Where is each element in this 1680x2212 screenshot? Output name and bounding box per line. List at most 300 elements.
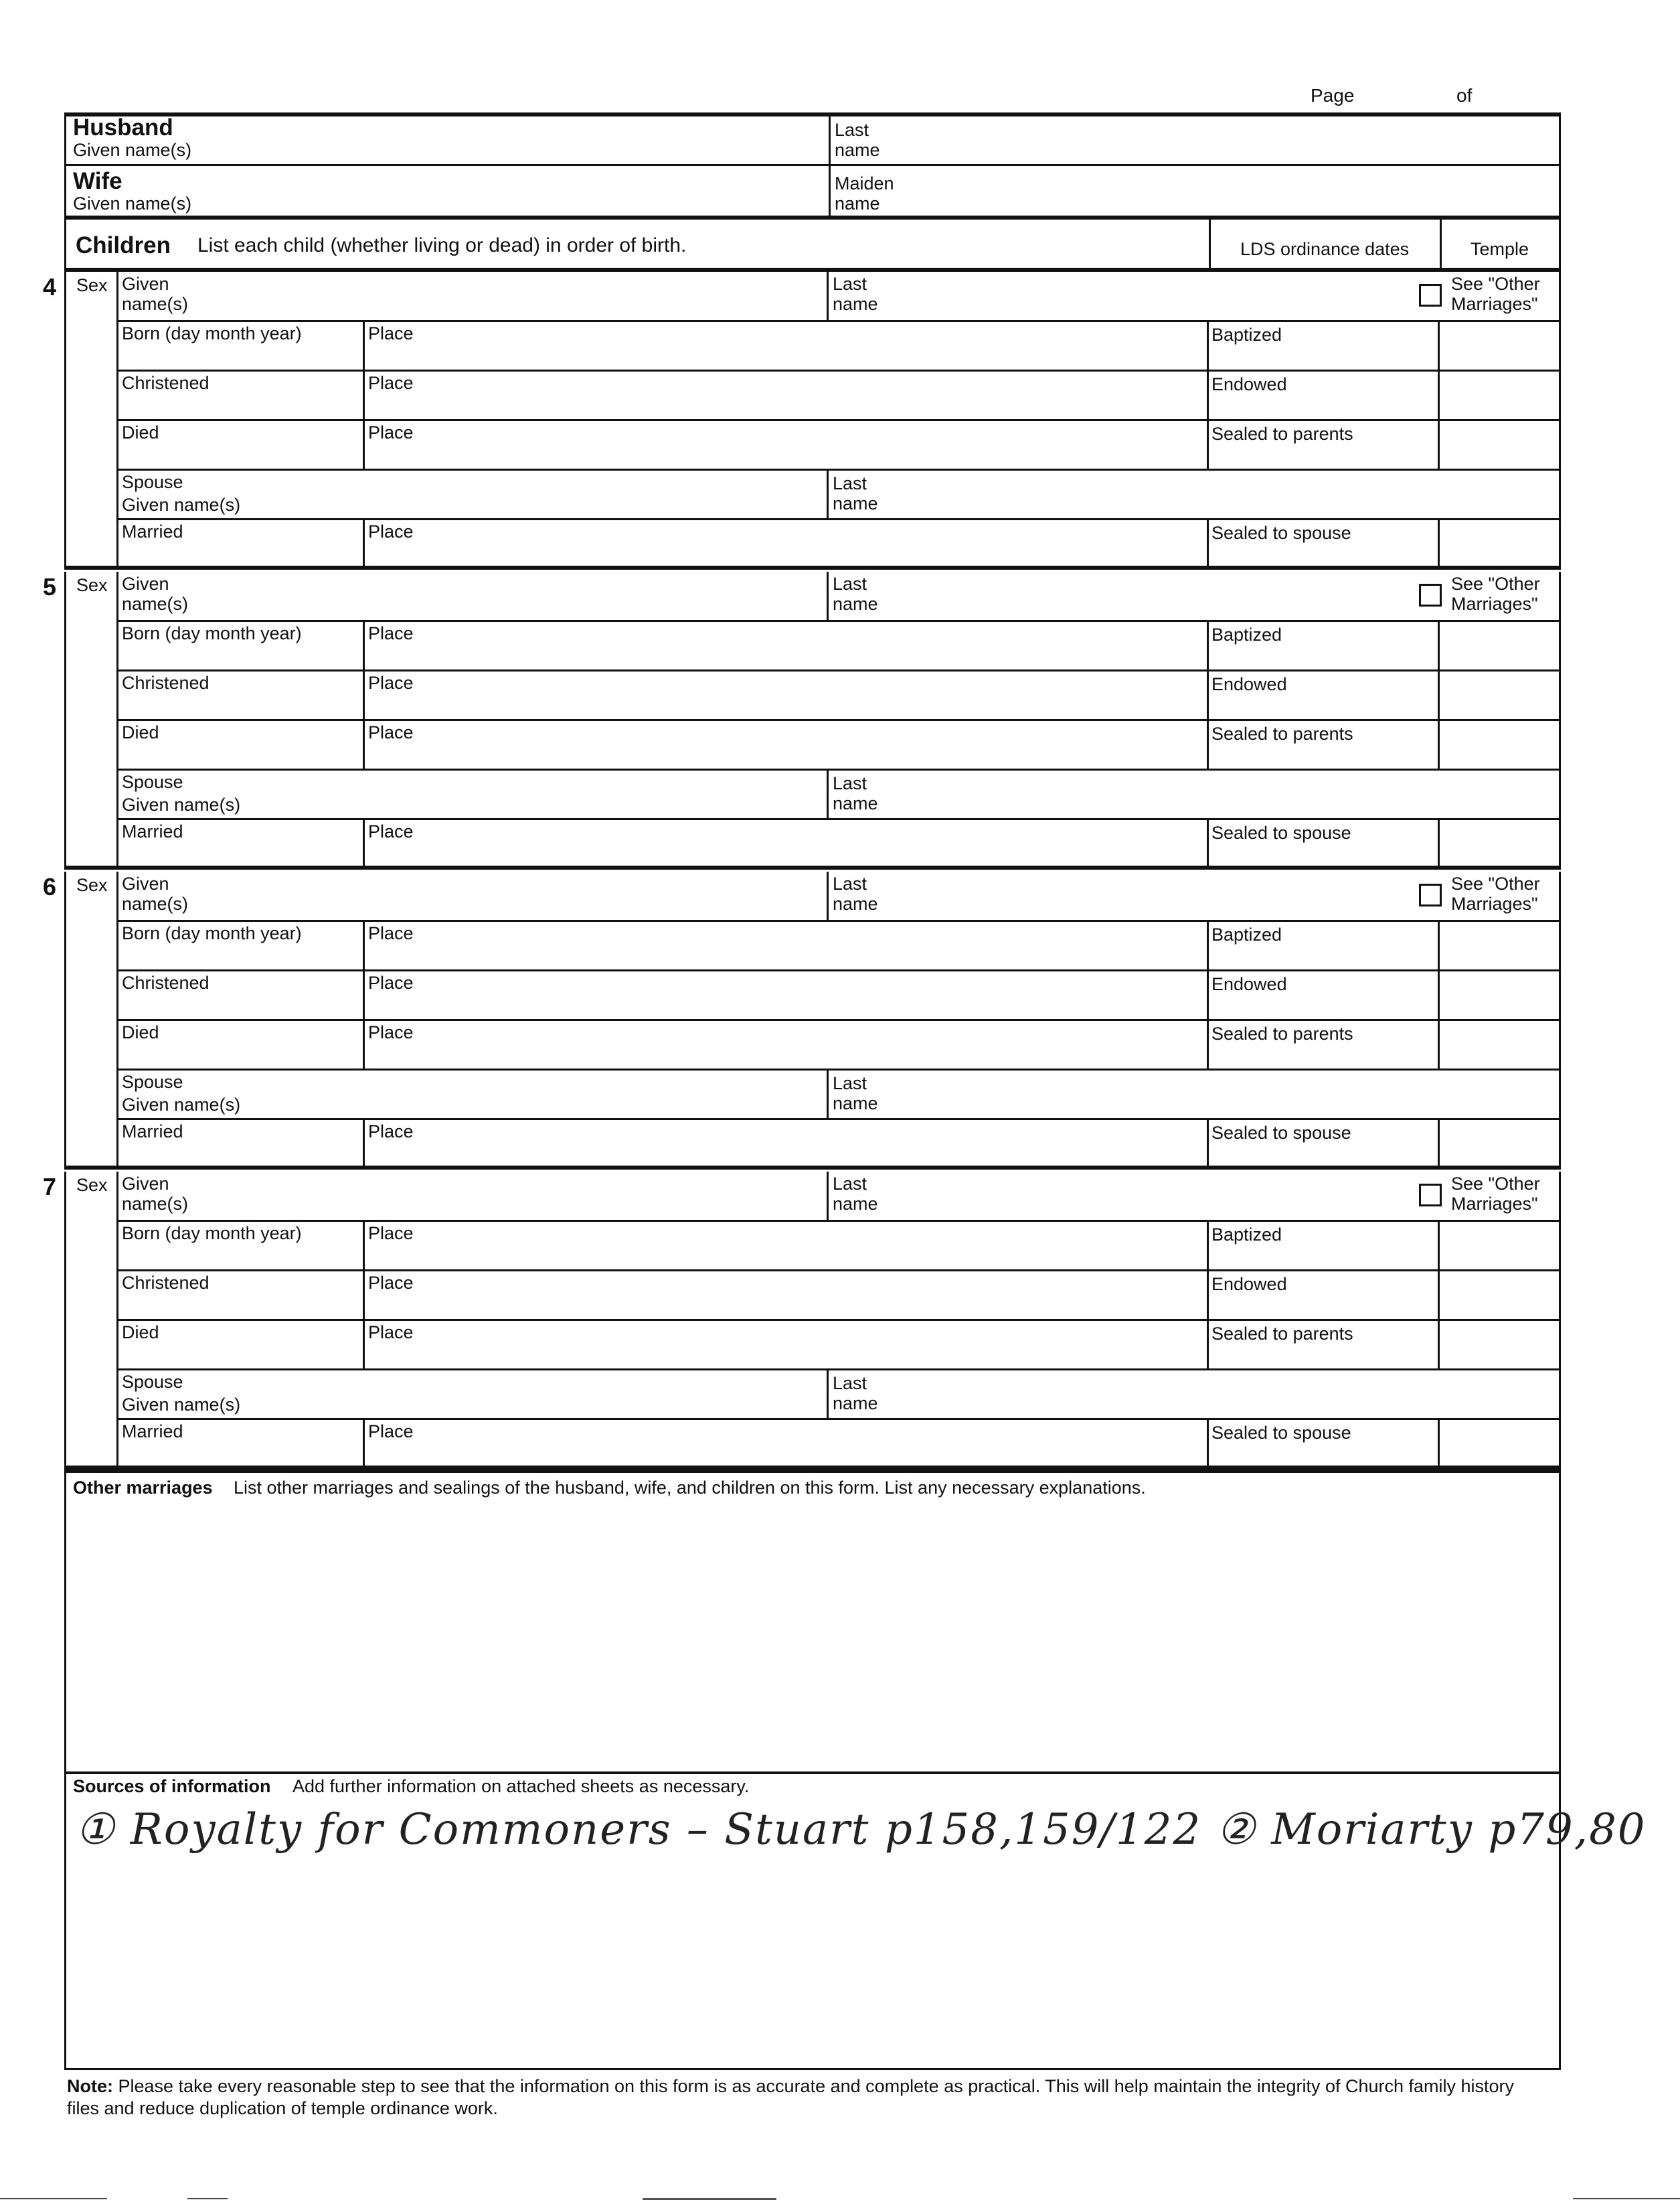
- child-sealed_parents-temple-field[interactable]: [1442, 423, 1556, 466]
- see-other-marriages-checkbox[interactable]: [1419, 1184, 1442, 1206]
- child-spouse-last-label-2: name: [833, 1093, 878, 1113]
- child-born-label: Born (day month year): [122, 623, 302, 643]
- temple-label: Temple: [1471, 239, 1529, 259]
- child-given-bottom: [116, 620, 1561, 622]
- child-christened-label: Christened: [122, 373, 209, 393]
- child-died-place-field[interactable]: [439, 1323, 1195, 1366]
- child-sealed-spouse-temple-divider: [1438, 819, 1440, 869]
- child-died-lds-divider: [1207, 420, 1209, 470]
- note-title: Note:: [67, 2076, 113, 2096]
- child-endowed-temple-divider: [1438, 671, 1440, 720]
- child-endowed-label: Endowed: [1211, 1274, 1287, 1294]
- child-married-bottom: [64, 1166, 1561, 1170]
- wife-given-field[interactable]: [267, 167, 823, 214]
- child-born-place-label: Place: [368, 323, 414, 343]
- child-last-label-2: name: [833, 294, 878, 314]
- child-sealed-spouse-date-field[interactable]: [1211, 544, 1432, 565]
- see-other-marriages-label-2: Marriages": [1451, 594, 1538, 614]
- see-other-marriages-label: See "Other: [1451, 574, 1540, 594]
- see-other-marriages-label: See "Other: [1451, 874, 1540, 894]
- child-christened-bottom: [116, 1019, 1561, 1021]
- child-sealed_parents-label: Sealed to parents: [1211, 724, 1353, 744]
- child-spouse-divider: [827, 1370, 829, 1419]
- child-died-bottom: [116, 769, 1561, 771]
- child-born-place-label: Place: [368, 623, 414, 643]
- child-sealed_parents-temple-divider: [1438, 420, 1440, 470]
- child-endowed-date-field[interactable]: [1211, 1295, 1432, 1316]
- child-sealed-spouse-date-field[interactable]: [1211, 1443, 1432, 1465]
- child-given-label-2: name(s): [122, 294, 189, 314]
- child-endowed-date-field[interactable]: [1211, 695, 1432, 716]
- child-christened-place-field[interactable]: [439, 374, 1195, 416]
- child-baptized-temple-field[interactable]: [1442, 1224, 1556, 1267]
- child-endowed-label: Endowed: [1211, 974, 1287, 994]
- child-married-place-field[interactable]: [439, 822, 1195, 865]
- child-born-place-field[interactable]: [439, 324, 1195, 367]
- child-endowed-temple-divider: [1438, 1271, 1440, 1320]
- child-married-label: Married: [122, 821, 183, 842]
- child-married-date-field[interactable]: [122, 1143, 356, 1165]
- note-text: Please take every reasonable step to see that the information on this form is as accurate and complete as practical. This will help maintain the integrity of Church family history files and reduce duplication of temple ordinance work.: [67, 2076, 1515, 2118]
- child-spouse-bottom: [116, 1418, 1561, 1420]
- child-sealed_parents-temple-divider: [1438, 1020, 1440, 1070]
- child-christened-lds-divider: [1207, 1271, 1209, 1320]
- wife-row: [64, 166, 1561, 220]
- child-sealed-spouse-temple-field[interactable]: [1442, 822, 1556, 865]
- child-baptized-date-field[interactable]: [1211, 945, 1432, 967]
- scan-mark-bottom-4: [1573, 2198, 1680, 2199]
- child-given-label: Given: [122, 574, 169, 594]
- see-other-marriages-label-2: Marriages": [1451, 894, 1538, 914]
- child-block-7: [43, 1172, 1561, 1469]
- child-sealed-spouse-label: Sealed to spouse: [1211, 523, 1351, 543]
- sources-handwritten-entry[interactable]: ① Royalty for Commoners – Stuart p158,159/122 ② Moriarty p79,80: [76, 1805, 1647, 1854]
- child-spouse-last-field[interactable]: [894, 1073, 1550, 1115]
- husband-last-field[interactable]: [896, 116, 1552, 162]
- child-given-divider: [827, 272, 829, 320]
- child-married-place-label: Place: [368, 821, 414, 842]
- child-married-label: Married: [122, 1121, 183, 1141]
- child-spouse-label: Spouse: [122, 1072, 183, 1092]
- wife-maiden-field[interactable]: [896, 167, 1552, 214]
- child-endowed-temple-field[interactable]: [1442, 374, 1556, 416]
- child-endowed-temple-divider: [1438, 371, 1440, 420]
- child-christened-date-field[interactable]: [122, 695, 356, 716]
- child-born-date-field[interactable]: [122, 945, 356, 967]
- child-died-date-field[interactable]: [122, 445, 356, 466]
- child-married-divider: [363, 520, 365, 569]
- child-died-date-field[interactable]: [122, 1344, 356, 1366]
- child-spouse-last-field[interactable]: [894, 473, 1550, 516]
- child-christened-place-label: Place: [368, 373, 414, 393]
- child-endowed-temple-field[interactable]: [1442, 1273, 1556, 1316]
- child-baptized-label: Baptized: [1211, 925, 1282, 945]
- child-christened-place-label: Place: [368, 673, 414, 693]
- child-spouse-last-label: Last: [833, 1073, 867, 1093]
- child-sealed_parents-date-field[interactable]: [1211, 445, 1432, 466]
- child-given-field[interactable]: [238, 574, 821, 617]
- child-died-label: Died: [122, 1022, 159, 1042]
- child-baptized-date-field[interactable]: [1211, 645, 1432, 667]
- child-baptized-label: Baptized: [1211, 325, 1282, 345]
- see-other-marriages-label: See "Other: [1451, 1174, 1540, 1194]
- see-other-marriages-label-2: Marriages": [1451, 294, 1538, 314]
- child-christened-lds-divider: [1207, 971, 1209, 1020]
- child-endowed-temple-divider: [1438, 971, 1440, 1020]
- child-given-field[interactable]: [238, 1174, 821, 1217]
- child-married-label: Married: [122, 522, 183, 542]
- child-died-place-field[interactable]: [439, 423, 1195, 466]
- child-christened-divider: [363, 971, 365, 1020]
- child-last-label-2: name: [833, 594, 878, 614]
- child-given-divider: [827, 872, 829, 920]
- child-sealed-spouse-label: Sealed to spouse: [1211, 823, 1351, 843]
- child-baptized-date-field[interactable]: [1211, 1245, 1432, 1267]
- child-married-date-field[interactable]: [122, 544, 356, 565]
- child-died-divider: [363, 420, 365, 470]
- child-sex-label: Sex: [76, 875, 108, 895]
- child-sealed-spouse-temple-divider: [1438, 1419, 1440, 1469]
- child-died-divider: [363, 1320, 365, 1370]
- child-married-divider: [363, 1419, 365, 1469]
- child-sealed-spouse-temple-divider: [1438, 520, 1440, 569]
- child-spouse-label: Spouse: [122, 472, 183, 492]
- child-sealed_parents-date-field[interactable]: [1211, 1044, 1432, 1066]
- see-other-marriages-checkbox[interactable]: [1419, 584, 1442, 607]
- child-christened-label: Christened: [122, 1273, 209, 1293]
- child-last-label: Last: [833, 274, 867, 294]
- child-sealed_parents-date-field[interactable]: [1211, 1344, 1432, 1366]
- child-died-label: Died: [122, 1322, 159, 1342]
- husband-given-label: Given name(s): [73, 140, 192, 160]
- of-label: of: [1456, 85, 1473, 106]
- scan-mark-bottom-3: [643, 2198, 776, 2200]
- child-christened-divider: [363, 1271, 365, 1320]
- child-block-4: [43, 272, 1561, 569]
- child-sealed_parents-label: Sealed to parents: [1211, 424, 1353, 444]
- husband-given-field[interactable]: [267, 116, 823, 162]
- child-sealed_parents-label: Sealed to parents: [1211, 1324, 1353, 1344]
- child-last-label: Last: [833, 1174, 867, 1194]
- child-married-date-field[interactable]: [122, 844, 356, 865]
- child-christened-lds-divider: [1207, 371, 1209, 420]
- child-spouse-last-field[interactable]: [894, 773, 1550, 815]
- child-christened-label: Christened: [122, 673, 209, 693]
- child-christened-divider: [363, 371, 365, 420]
- child-died-place-label: Place: [368, 722, 414, 742]
- child-given-label: Given: [122, 274, 169, 294]
- child-endowed-date-field[interactable]: [1211, 995, 1432, 1016]
- child-baptized-temple-divider: [1438, 321, 1440, 371]
- child-given-divider: [827, 572, 829, 620]
- child-given-bottom: [116, 920, 1561, 922]
- child-sex-label: Sex: [76, 575, 108, 595]
- child-last-field[interactable]: [894, 1174, 1410, 1217]
- child-baptized-temple-divider: [1438, 921, 1440, 971]
- child-spouse-given-field[interactable]: [265, 773, 821, 815]
- child-born-bottom: [116, 1269, 1561, 1271]
- child-died-place-label: Place: [368, 1022, 414, 1042]
- child-number: 5: [43, 573, 57, 601]
- child-died-lds-divider: [1207, 1320, 1209, 1370]
- child-born-date-field[interactable]: [122, 1245, 356, 1267]
- child-left-border: [64, 272, 66, 569]
- child-spouse-divider: [827, 770, 829, 819]
- child-married-bottom: [64, 566, 1561, 570]
- child-sealed-spouse-temple-field[interactable]: [1442, 522, 1556, 565]
- child-died-divider: [363, 720, 365, 770]
- child-died-place-field[interactable]: [439, 1023, 1195, 1066]
- child-spouse-last-field[interactable]: [894, 1372, 1550, 1415]
- husband-last-label-2: name: [835, 140, 880, 160]
- child-born-label: Born (day month year): [122, 323, 302, 343]
- other-marriages-title: Other marriages: [73, 1478, 213, 1498]
- child-sealed-spouse-label: Sealed to spouse: [1211, 1123, 1351, 1143]
- child-married-place-label: Place: [368, 522, 414, 542]
- child-born-place-field[interactable]: [439, 624, 1195, 667]
- children-instructions: List each child (whether living or dead) in order of birth.: [197, 234, 687, 256]
- child-last-field[interactable]: [894, 574, 1410, 617]
- child-spouse-bottom: [116, 518, 1561, 520]
- child-spouse-given-label: Given name(s): [122, 795, 241, 815]
- child-baptized-date-field[interactable]: [1211, 345, 1432, 367]
- child-died-bottom: [116, 1368, 1561, 1370]
- child-born-lds-divider: [1207, 621, 1209, 671]
- child-christened-bottom: [116, 419, 1561, 421]
- child-died-label: Died: [122, 422, 159, 443]
- child-sealed-spouse-date-field[interactable]: [1211, 844, 1432, 865]
- child-married-bottom: [64, 866, 1561, 870]
- child-number: 4: [43, 273, 57, 301]
- child-died-place-label: Place: [368, 422, 414, 443]
- child-spouse-given-label: Given name(s): [122, 1395, 241, 1415]
- child-spouse-given-field[interactable]: [265, 1073, 821, 1115]
- child-married-date-field[interactable]: [122, 1443, 356, 1465]
- child-sealed-spouse-temple-field[interactable]: [1442, 1422, 1556, 1465]
- child-given-label: Given: [122, 1174, 169, 1194]
- child-given-bottom: [116, 320, 1561, 322]
- lds-ordinance-label: LDS ordinance dates: [1240, 239, 1410, 259]
- child-spouse-last-label: Last: [833, 473, 867, 493]
- child-given-field[interactable]: [238, 274, 821, 317]
- child-born-place-field[interactable]: [439, 924, 1195, 967]
- see-other-marriages-label: See "Other: [1451, 274, 1540, 294]
- child-christened-place-field[interactable]: [439, 973, 1195, 1016]
- child-left-border: [64, 572, 66, 869]
- child-last-label-2: name: [833, 894, 878, 914]
- sources-title: Sources of information: [73, 1776, 271, 1796]
- child-sealed-spouse-temple-divider: [1438, 1119, 1440, 1169]
- child-died-divider: [363, 1020, 365, 1070]
- children-title: Children: [76, 232, 171, 258]
- child-baptized-temple-field[interactable]: [1442, 924, 1556, 967]
- child-born-place-label: Place: [368, 923, 414, 943]
- child-born-lds-divider: [1207, 921, 1209, 971]
- child-given-label: Given: [122, 874, 169, 894]
- child-married-place-label: Place: [368, 1421, 414, 1441]
- child-christened-bottom: [116, 719, 1561, 721]
- child-born-divider: [363, 921, 365, 971]
- child-died-date-field[interactable]: [122, 744, 356, 766]
- child-born-lds-divider: [1207, 321, 1209, 371]
- child-number: 7: [43, 1173, 57, 1200]
- child-baptized-temple-divider: [1438, 621, 1440, 671]
- child-christened-date-field[interactable]: [122, 995, 356, 1016]
- child-given-label-2: name(s): [122, 594, 189, 614]
- child-given-bottom: [116, 1220, 1561, 1222]
- child-sealed_parents-label: Sealed to parents: [1211, 1024, 1353, 1044]
- page-label: Page: [1311, 85, 1355, 106]
- child-married-lds-divider: [1207, 1419, 1209, 1469]
- child-born-divider: [363, 1221, 365, 1271]
- wife-maiden-label-2: name: [835, 193, 880, 214]
- child-died-place-field[interactable]: [439, 723, 1195, 766]
- child-died-lds-divider: [1207, 720, 1209, 770]
- child-married-place-field[interactable]: [439, 522, 1195, 565]
- child-sealed_parents-date-field[interactable]: [1211, 744, 1432, 766]
- child-spouse-given-label: Given name(s): [122, 1095, 241, 1115]
- child-christened-bottom: [116, 1319, 1561, 1321]
- see-other-marriages-label-2: Marriages": [1451, 1194, 1538, 1214]
- child-spouse-given-field[interactable]: [265, 473, 821, 516]
- child-married-divider: [363, 819, 365, 869]
- child-christened-date-field[interactable]: [122, 395, 356, 416]
- child-born-divider: [363, 321, 365, 371]
- child-given-label-2: name(s): [122, 1194, 189, 1214]
- child-spouse-divider: [827, 1070, 829, 1119]
- child-sealed_parents-temple-field[interactable]: [1442, 1023, 1556, 1066]
- child-baptized-temple-divider: [1438, 1221, 1440, 1271]
- child-christened-place-field[interactable]: [439, 1273, 1195, 1316]
- child-married-lds-divider: [1207, 1119, 1209, 1169]
- child-sex-label: Sex: [76, 1175, 108, 1195]
- sources-section: [64, 1771, 1647, 2070]
- see-other-marriages-checkbox[interactable]: [1419, 884, 1442, 906]
- child-sealed_parents-temple-field[interactable]: [1442, 1323, 1556, 1366]
- sources-text: Add further information on attached sheets as necessary.: [292, 1776, 750, 1796]
- child-given-label-2: name(s): [122, 894, 189, 914]
- child-last-field[interactable]: [894, 874, 1410, 917]
- child-christened-date-field[interactable]: [122, 1295, 356, 1316]
- child-born-bottom: [116, 969, 1561, 971]
- child-died-bottom: [116, 1069, 1561, 1071]
- child-endowed-temple-field[interactable]: [1442, 674, 1556, 716]
- child-last-label: Last: [833, 874, 867, 894]
- child-sealed_parents-temple-field[interactable]: [1442, 723, 1556, 766]
- child-last-field[interactable]: [894, 274, 1410, 317]
- other-marriages-field[interactable]: [73, 1502, 1552, 1767]
- husband-title: Husband: [73, 114, 173, 141]
- child-sex-label: Sex: [76, 275, 108, 295]
- child-christened-divider: [363, 671, 365, 720]
- husband-row: [64, 115, 1561, 166]
- child-sealed-spouse-date-field[interactable]: [1211, 1143, 1432, 1165]
- child-spouse-label: Spouse: [122, 772, 183, 792]
- child-born-label: Born (day month year): [122, 923, 302, 943]
- child-died-lds-divider: [1207, 1020, 1209, 1070]
- child-number: 6: [43, 873, 57, 900]
- child-last-label: Last: [833, 574, 867, 594]
- child-married-lds-divider: [1207, 520, 1209, 569]
- husband-divider: [829, 115, 831, 164]
- see-other-marriages-checkbox[interactable]: [1419, 284, 1442, 307]
- child-born-date-field[interactable]: [122, 645, 356, 667]
- child-block-5: [43, 572, 1561, 869]
- child-born-place-field[interactable]: [439, 1224, 1195, 1267]
- child-baptized-label: Baptized: [1211, 625, 1282, 645]
- child-christened-label: Christened: [122, 973, 209, 993]
- child-last-label-2: name: [833, 1194, 878, 1214]
- child-spouse-divider: [827, 470, 829, 520]
- child-born-place-label: Place: [368, 1223, 414, 1243]
- husband-last-label: Last: [835, 120, 869, 140]
- child-spouse-last-label: Last: [833, 773, 867, 793]
- child-given-divider: [827, 1172, 829, 1220]
- child-sealed_parents-temple-divider: [1438, 720, 1440, 770]
- child-block-6: [43, 872, 1561, 1169]
- child-married-label: Married: [122, 1421, 183, 1441]
- child-married-place-field[interactable]: [439, 1122, 1195, 1165]
- child-spouse-last-label-2: name: [833, 793, 878, 813]
- child-married-lds-divider: [1207, 819, 1209, 869]
- child-christened-lds-divider: [1207, 671, 1209, 720]
- child-married-divider: [363, 1119, 365, 1169]
- children-temple-divider: [1440, 220, 1442, 268]
- wife-maiden-label: Maiden: [835, 173, 894, 193]
- note-block: [67, 2075, 1539, 2120]
- child-born-divider: [363, 621, 365, 671]
- child-spouse-last-label: Last: [833, 1373, 867, 1393]
- children-header: [64, 220, 1561, 272]
- child-sealed-spouse-temple-field[interactable]: [1442, 1122, 1556, 1165]
- child-spouse-last-label-2: name: [833, 1393, 878, 1413]
- child-born-date-field[interactable]: [122, 345, 356, 367]
- child-christened-place-label: Place: [368, 973, 414, 993]
- child-died-label: Died: [122, 722, 159, 742]
- scan-mark-bottom-2: [187, 2198, 228, 2199]
- child-baptized-temple-field[interactable]: [1442, 624, 1556, 667]
- child-born-bottom: [116, 370, 1561, 372]
- child-married-place-label: Place: [368, 1121, 414, 1141]
- wife-divider: [829, 166, 831, 216]
- child-married-place-field[interactable]: [439, 1422, 1195, 1465]
- child-endowed-date-field[interactable]: [1211, 395, 1432, 416]
- child-died-place-label: Place: [368, 1322, 414, 1342]
- child-christened-place-label: Place: [368, 1273, 414, 1293]
- other-marriages-section: [64, 1469, 1561, 1771]
- child-spouse-given-field[interactable]: [265, 1372, 821, 1415]
- child-died-date-field[interactable]: [122, 1044, 356, 1066]
- child-endowed-temple-field[interactable]: [1442, 973, 1556, 1016]
- scan-mark-bottom: [0, 2198, 107, 2199]
- child-spouse-last-label-2: name: [833, 493, 878, 514]
- other-marriages-text: List other marriages and sealings of the husband, wife, and children on this form. List any necessary explanations.: [234, 1478, 1146, 1498]
- child-christened-place-field[interactable]: [439, 674, 1195, 716]
- child-left-border: [64, 872, 66, 1169]
- child-sealed_parents-temple-divider: [1438, 1320, 1440, 1370]
- wife-title: Wife: [73, 168, 122, 194]
- wife-given-label: Given name(s): [73, 193, 192, 214]
- child-spouse-given-label: Given name(s): [122, 495, 241, 515]
- child-endowed-label: Endowed: [1211, 374, 1287, 394]
- child-born-bottom: [116, 669, 1561, 672]
- child-endowed-label: Endowed: [1211, 674, 1287, 694]
- child-spouse-bottom: [116, 818, 1561, 820]
- child-given-field[interactable]: [238, 874, 821, 917]
- children-lds-divider: [1209, 220, 1211, 268]
- child-baptized-temple-field[interactable]: [1442, 324, 1556, 367]
- child-died-bottom: [116, 469, 1561, 471]
